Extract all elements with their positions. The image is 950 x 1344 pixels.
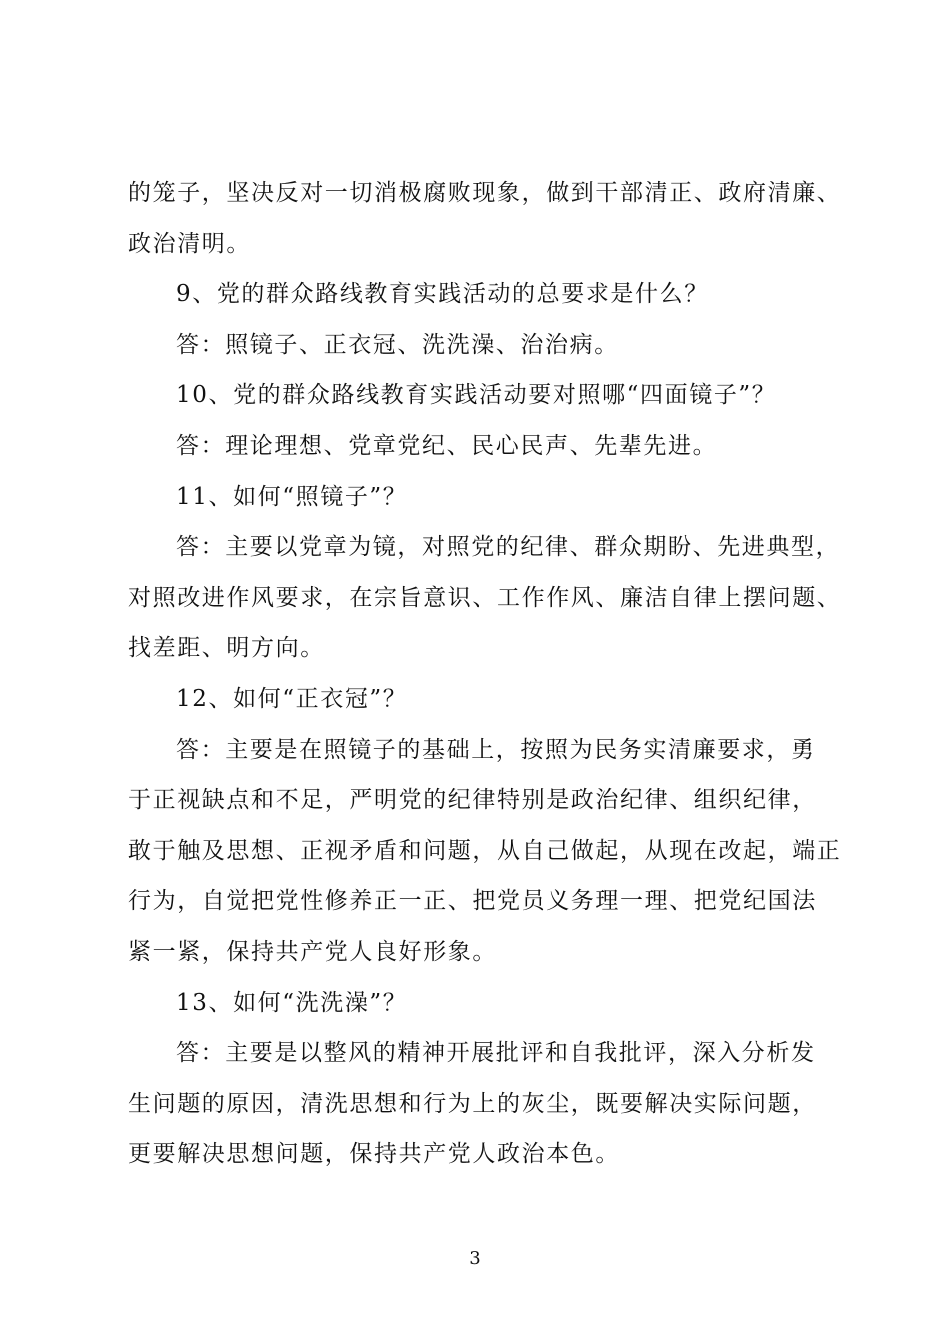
answer-11-line: 答：主要以党章为镜，对照党的纪律、群众期盼、先进典型， [176,534,841,561]
paragraph-line: 政治清明。 [128,230,251,257]
answer-12-line: 于正视缺点和不足，严明党的纪律特别是政治纪律、组织纪律， [128,787,817,814]
answer-10: 答：理论理想、党章党纪、民心民声、先辈先进。 [176,432,718,459]
question-10: 10、党的群众路线教育实践活动要对照哪“四面镜子”？ [176,382,777,409]
page-number: 3 [469,1248,481,1269]
question-11: 11、如何“照镜子”？ [176,483,408,510]
answer-12-line: 答：主要是在照镜子的基础上，按照为民务实清廉要求，勇 [176,736,816,763]
question-13: 13、如何“洗洗澡”？ [176,989,408,1016]
answer-13-line: 生问题的原因，清洗思想和行为上的灰尘，既要解决实际问题， [128,1090,817,1117]
answer-12-line: 紧一紧，保持共产党人良好形象。 [128,938,497,965]
document-body [128,168,842,1180]
answer-12-line: 行为，自觉把党性修养正一正、把党员义务理一理、把党纪国法 [128,888,817,915]
paragraph-line: 的笼子，坚决反对一切消极腐败现象，做到干部清正、政府清廉、 [128,180,842,206]
answer-13-line: 答：主要是以整风的精神开展批评和自我批评，深入分析发 [176,1040,816,1067]
answer-11-line: 对照改进作风要求，在宗旨意识、工作作风、廉洁自律上摆问题、 [128,584,842,611]
answer-9: 答：照镜子、正衣冠、洗洗澡、治治病。 [176,331,619,358]
answer-13-line: 更要解决思想问题，保持共产党人政治本色。 [128,1141,620,1168]
answer-11-line: 找差距、明方向。 [128,635,325,662]
answer-12-line: 敢于触及思想、正视矛盾和问题，从自己做起，从现在改起，端正 [128,837,842,864]
question-12: 12、如何“正衣冠”？ [176,685,408,712]
question-9: 9、党的群众路线教育实践活动的总要求是什么？ [176,281,709,308]
